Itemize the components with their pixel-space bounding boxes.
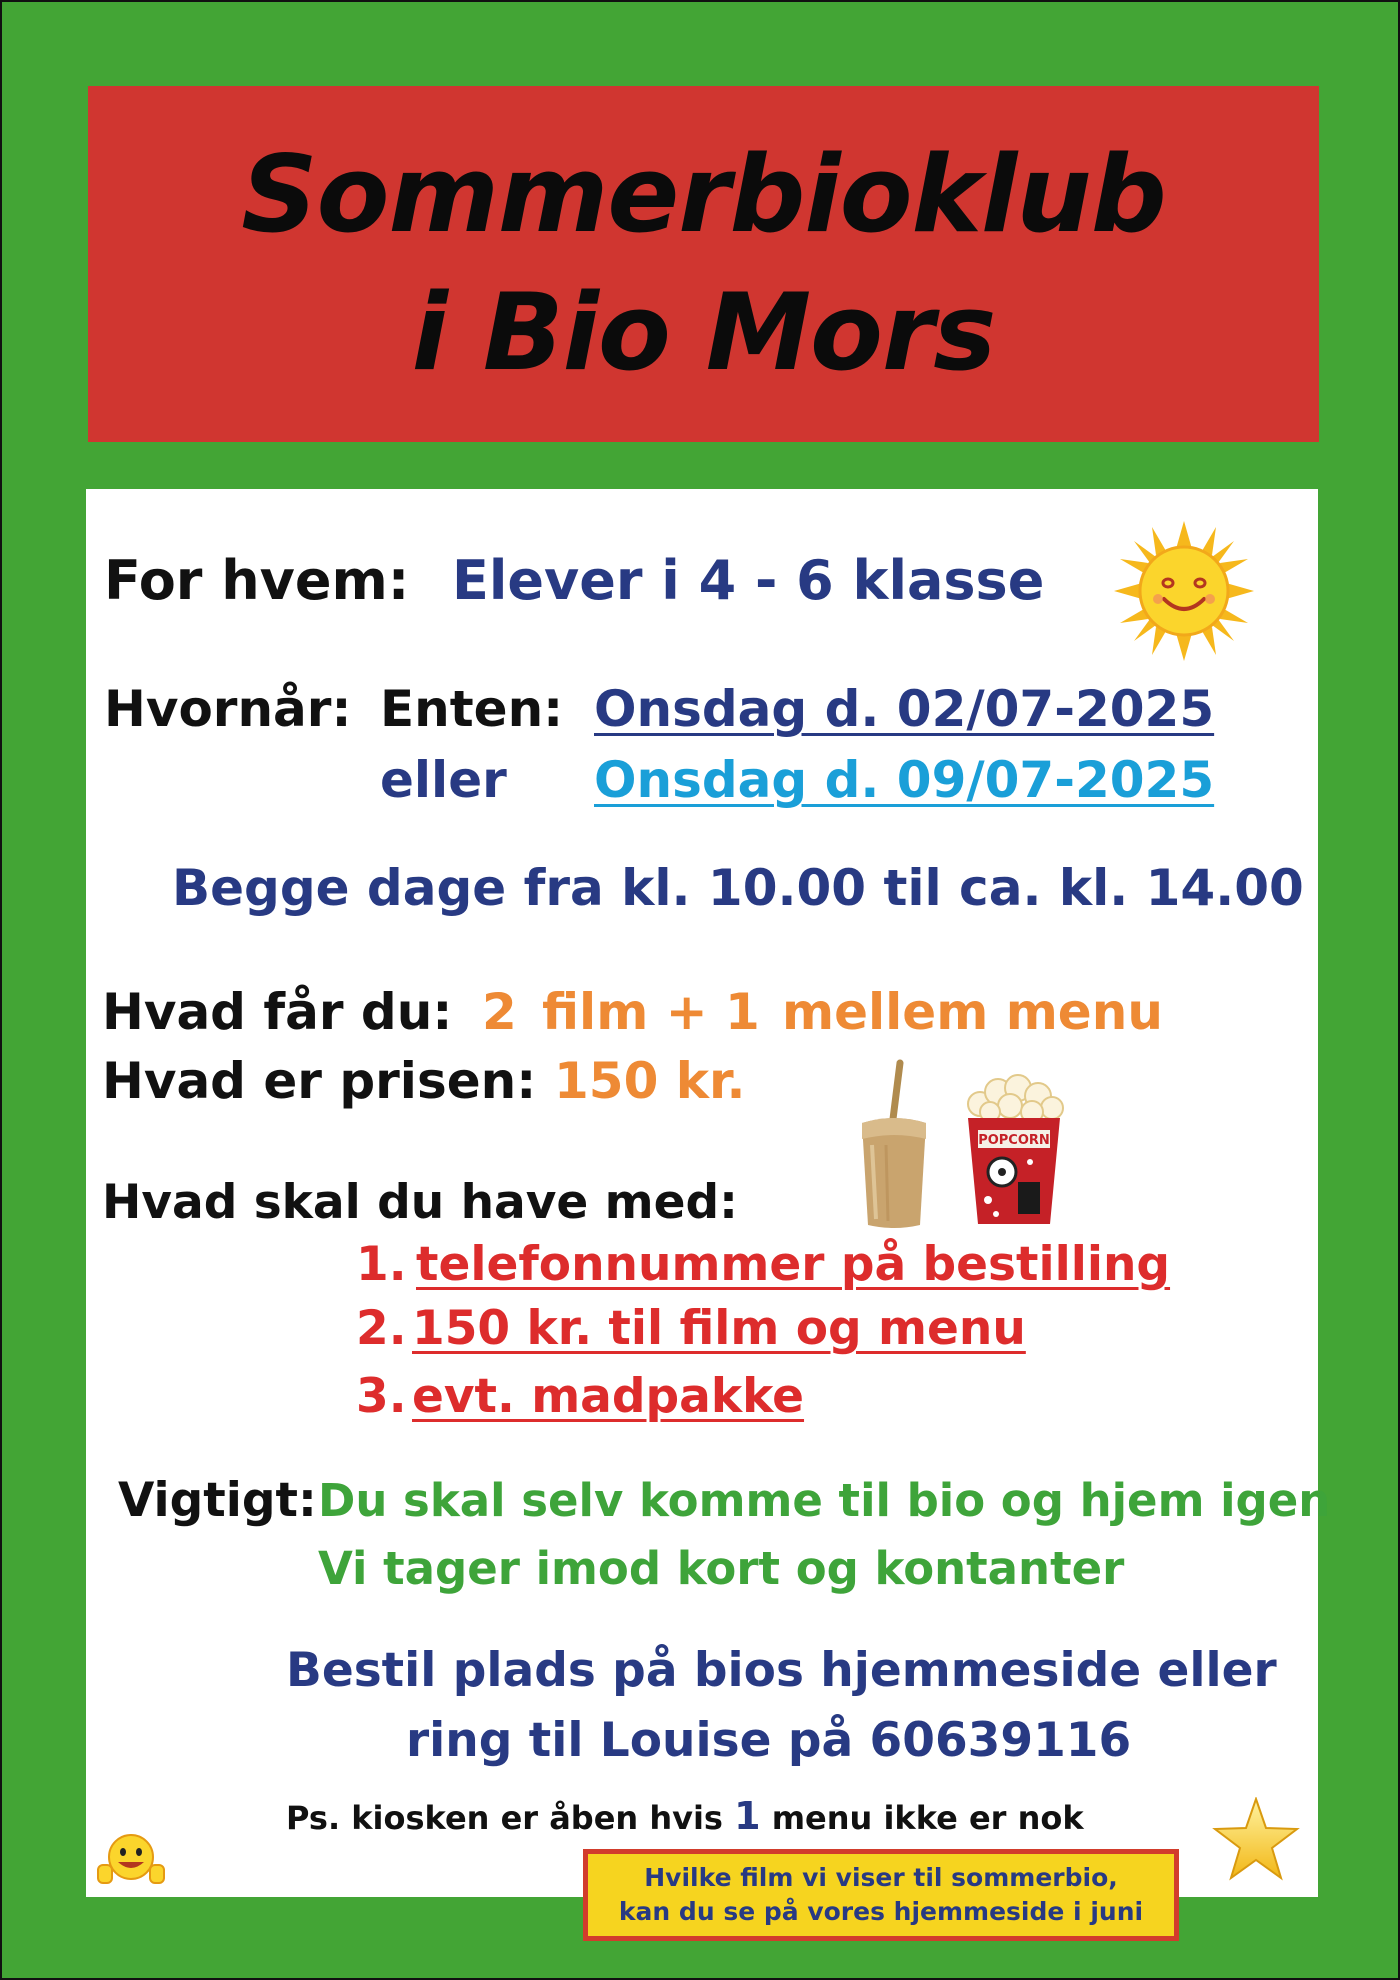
when-or-label: eller (380, 751, 507, 809)
footer-note-line-2: kan du se på vores hjemmeside i juni (618, 1897, 1144, 1926)
who-label: For hvem: (104, 549, 410, 612)
price-label: Hvad er prisen: (102, 1052, 537, 1110)
star-icon (1212, 1797, 1300, 1881)
title-line-1: Sommerbioklub (241, 133, 1166, 256)
info-panel (86, 489, 1331, 1897)
booking-line-2: ring til Louise på 60639116 (406, 1713, 1132, 1768)
date-option-1: Onsdag d. 02/07-2025 (594, 680, 1215, 738)
price-value: 150 kr. (554, 1052, 746, 1110)
bring-item-3-number: 3. (356, 1369, 407, 1424)
films-count: 2 (482, 983, 517, 1041)
bring-item-1-text: telefonnummer på bestilling (416, 1237, 1171, 1292)
bring-label: Hvad skal du have med: (102, 1175, 738, 1230)
popcorn-box-icon (960, 1074, 1068, 1230)
important-line-2: Vi tager imod kort og kontanter (318, 1542, 1125, 1595)
ps-note-before: Ps. kiosken er åben hvis (286, 1799, 723, 1837)
who-value: Elever i 4 - 6 klasse (452, 549, 1045, 612)
iced-coffee-icon (856, 1059, 932, 1231)
date-option-2: Onsdag d. 09/07-2025 (594, 751, 1215, 809)
bring-item-1-number: 1. (356, 1237, 407, 1292)
title-line-2: i Bio Mors (411, 271, 996, 394)
thumbs-up-smiley-icon (96, 1831, 166, 1889)
important-label: Vigtigt: (118, 1473, 317, 1528)
ps-note-after: menu ikke er nok (771, 1799, 1084, 1837)
films-text: film + 1 (542, 983, 760, 1041)
ps-note (286, 1794, 1084, 1838)
booking-line-1: Bestil plads på bios hjemmeside eller (286, 1643, 1277, 1698)
bring-item-2-text: 150 kr. til film og menu (412, 1301, 1026, 1356)
bring-item-3-text: evt. madpakke (412, 1369, 805, 1424)
title-banner (88, 86, 1319, 442)
svg-text:POPCORN: POPCORN (978, 1133, 1050, 1148)
menu-text: mellem menu (782, 983, 1163, 1041)
when-label: Hvornår: (104, 680, 352, 738)
bring-item-2-number: 2. (356, 1301, 407, 1356)
footer-note (583, 1849, 1179, 1941)
footer-note-line-1: Hvilke film vi viser til sommerbio, (644, 1863, 1118, 1892)
time-line: Begge dage fra kl. 10.00 til ca. kl. 14.00 (172, 859, 1304, 917)
important-line-1: Du skal selv komme til bio og hjem igen (318, 1474, 1331, 1527)
sun-smiley-icon (1112, 519, 1256, 663)
when-either-label: Enten: (380, 680, 564, 738)
ps-note-number: 1 (734, 1794, 761, 1838)
what-label: Hvad får du: (102, 983, 453, 1041)
